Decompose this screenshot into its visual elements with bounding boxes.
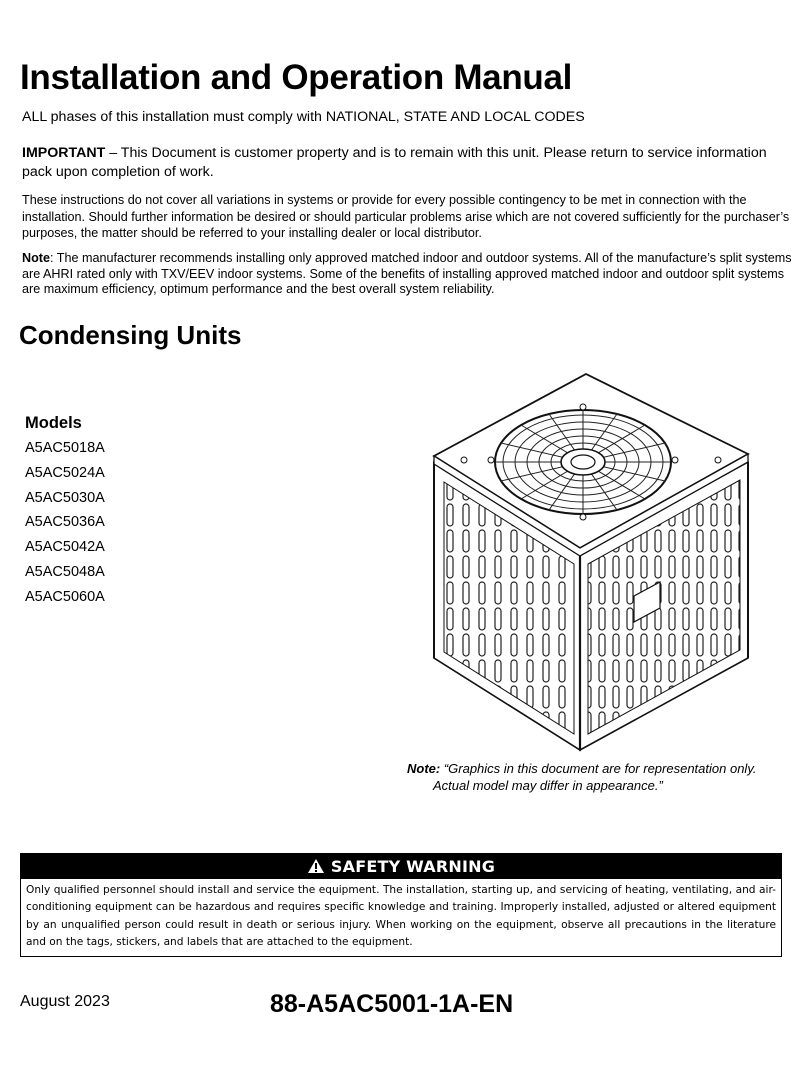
safety-warning-header — [21, 854, 781, 879]
model-item: A5AC5042A — [25, 539, 105, 556]
model-item: A5AC5048A — [25, 563, 105, 580]
instructions-paragraph: These instructions do not cover all variations in systems or provide for every possible contingency to be met in connection with the installation. Should further information be desired or should particular problems arise which are not covered sufficiently for the purchaser’s purposes, the matter should be referred to your installing dealer or local distributor. — [22, 193, 790, 240]
graphics-note-label: Note: — [407, 761, 441, 776]
manufacturer-note — [22, 251, 794, 298]
note-text: : The manufacturer recommends installing only approved matched indoor and outdoor systems. All of the manufacture’s split systems are AHRI rated only with TXV/EEV indoor systems. Some of the benefits of installing approved matched indoor and outdoor split systems are maximum efficiency, optimum performance and the best overall system reliability. — [22, 251, 792, 296]
model-item: A5AC5030A — [25, 489, 105, 506]
note-label: Note — [22, 251, 50, 265]
safety-warning-box — [20, 853, 782, 957]
publication-date: August 2023 — [20, 993, 110, 1010]
model-item: A5AC5060A — [25, 588, 105, 605]
warning-triangle-icon — [307, 858, 325, 874]
model-item: A5AC5018A — [25, 440, 105, 456]
graphics-note-line2: Actual model may differ in appearance.” — [433, 778, 663, 793]
model-item: A5AC5024A — [25, 464, 105, 481]
important-label: IMPORTANT — [22, 145, 106, 161]
condensing-unit-illustration — [428, 372, 768, 762]
safety-warning-title: SAFETY WARNING — [330, 857, 496, 876]
models-list — [25, 440, 105, 614]
section-title: Condensing Units — [19, 320, 242, 350]
models-heading: Models — [25, 414, 82, 432]
model-item: A5AC5036A — [25, 514, 105, 531]
compliance-statement: ALL phases of this installation must comply with NATIONAL, STATE AND LOCAL CODES — [22, 109, 585, 125]
graphics-note-line1: “Graphics in this document are for representation only. — [440, 761, 757, 776]
important-text: – This Document is customer property and is to remain with this unit. Please return to service information pack upon completion of work. — [22, 145, 767, 180]
document-number: 88-A5AC5001-1A-EN — [270, 990, 514, 1018]
document-title: Installation and Operation Manual — [20, 58, 573, 97]
graphics-note — [407, 760, 756, 794]
important-notice — [22, 144, 792, 182]
safety-warning-text: Only qualified personnel should install and service the equipment. The installation, starting up, and servicing of heating, ventilating, and air-conditioning equipment can be hazardous and requires specific knowledge and training. Improperly installed, adjusted or altered equipment by an unqualified person could result in death or serious injury. When working on the equipment, observe all precautions in the literature and on the tags, stickers, and labels that are attached to the equipment. — [26, 884, 776, 949]
